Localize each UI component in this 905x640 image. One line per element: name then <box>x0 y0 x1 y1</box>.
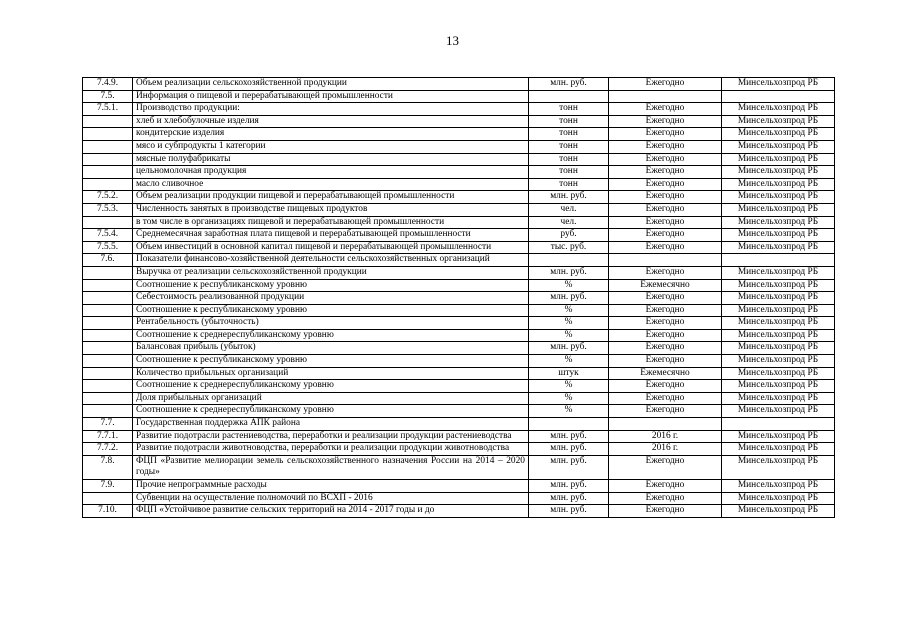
data-source: Минсельхозпрод РБ <box>722 229 835 242</box>
indicator-name: Субвенции на осуществление полномочий по ВСХП - 2016 <box>133 492 529 505</box>
table-row <box>83 166 835 179</box>
indicator-name: Количество прибыльных организаций <box>133 367 529 380</box>
data-source: Минсельхозпрод РБ <box>722 115 835 128</box>
row-number <box>83 317 133 330</box>
data-source: Минсельхозпрод РБ <box>722 279 835 292</box>
indicator-name: Соотношение к среднереспубликанскому уровню <box>133 405 529 418</box>
page-number: 13 <box>446 33 459 48</box>
row-number: 7.5.3. <box>83 203 133 216</box>
reporting-period: Ежегодно <box>609 304 722 317</box>
data-source: Минсельхозпрод РБ <box>722 317 835 330</box>
table-row <box>83 418 835 431</box>
table-row <box>83 241 835 254</box>
indicator-name: ФЦП «Устойчивое развитие сельских территорий на 2014 - 2017 годы и до <box>133 505 529 518</box>
unit-of-measure: % <box>529 355 609 368</box>
unit-of-measure: % <box>529 317 609 330</box>
indicator-name: Показатели финансово-хозяйственной деятельности сельскохозяйственных организаций <box>133 254 529 267</box>
data-source: Минсельхозпрод РБ <box>722 140 835 153</box>
unit-of-measure: руб. <box>529 229 609 242</box>
table-row <box>83 78 835 91</box>
row-number: 7.8. <box>83 455 133 479</box>
reporting-period: Ежегодно <box>609 78 722 91</box>
unit-of-measure: % <box>529 279 609 292</box>
indicator-name: Государственная поддержка АПК района <box>133 418 529 431</box>
indicator-name: кондитерские изделия <box>133 128 529 141</box>
table-row <box>83 90 835 103</box>
indicator-name: Доля прибыльных организаций <box>133 392 529 405</box>
table-row <box>83 492 835 505</box>
data-source: Минсельхозпрод РБ <box>722 178 835 191</box>
indicator-name: Объем реализации сельскохозяйственной продукции <box>133 78 529 91</box>
reporting-period: Ежемесячно <box>609 367 722 380</box>
reporting-period <box>609 254 722 267</box>
unit-of-measure: млн. руб. <box>529 455 609 479</box>
reporting-period: Ежегодно <box>609 191 722 204</box>
table-row <box>83 405 835 418</box>
row-number <box>83 304 133 317</box>
indicator-name: Балансовая прибыль (убыток) <box>133 342 529 355</box>
reporting-period: Ежегодно <box>609 166 722 179</box>
reporting-period: Ежегодно <box>609 505 722 518</box>
unit-of-measure <box>529 254 609 267</box>
table-row <box>83 430 835 443</box>
table-row <box>83 216 835 229</box>
unit-of-measure: млн. руб. <box>529 480 609 493</box>
reporting-period: Ежегодно <box>609 103 722 116</box>
reporting-period: Ежегодно <box>609 329 722 342</box>
unit-of-measure: чел. <box>529 216 609 229</box>
row-number <box>83 128 133 141</box>
unit-of-measure: млн. руб. <box>529 292 609 305</box>
table-row <box>83 355 835 368</box>
table-row <box>83 153 835 166</box>
data-source: Минсельхозпрод РБ <box>722 216 835 229</box>
indicator-name: Соотношение к республиканскому уровню <box>133 355 529 368</box>
row-number <box>83 380 133 393</box>
unit-of-measure: штук <box>529 367 609 380</box>
indicator-name: Себестоимость реализованной продукции <box>133 292 529 305</box>
indicator-name: Численность занятых в производстве пищевых продуктов <box>133 203 529 216</box>
reporting-period <box>609 418 722 431</box>
data-source: Минсельхозпрод РБ <box>722 480 835 493</box>
data-source: Минсельхозпрод РБ <box>722 367 835 380</box>
table-row <box>83 103 835 116</box>
reporting-period: Ежегодно <box>609 455 722 479</box>
table-row <box>83 480 835 493</box>
row-number: 7.5.4. <box>83 229 133 242</box>
row-number <box>83 140 133 153</box>
unit-of-measure: млн. руб. <box>529 78 609 91</box>
indicator-name: Развитие подотрасли животноводства, переработки и реализации продукции животноводства <box>133 443 529 456</box>
table-row <box>83 317 835 330</box>
data-source: Минсельхозпрод РБ <box>722 355 835 368</box>
indicator-name: Выручка от реализации сельскохозяйственной продукции <box>133 266 529 279</box>
row-number <box>83 216 133 229</box>
data-source: Минсельхозпрод РБ <box>722 166 835 179</box>
row-number: 7.6. <box>83 254 133 267</box>
table-row <box>83 342 835 355</box>
row-number <box>83 266 133 279</box>
unit-of-measure: млн. руб. <box>529 443 609 456</box>
reporting-period: Ежегодно <box>609 405 722 418</box>
row-number <box>83 367 133 380</box>
reporting-period: Ежегодно <box>609 380 722 393</box>
indicator-name: Информация о пищевой и перерабатывающей промышленности <box>133 90 529 103</box>
table-row <box>83 367 835 380</box>
data-source: Минсельхозпрод РБ <box>722 128 835 141</box>
unit-of-measure: млн. руб. <box>529 492 609 505</box>
unit-of-measure: тонн <box>529 103 609 116</box>
unit-of-measure: тонн <box>529 178 609 191</box>
data-source: Минсельхозпрод РБ <box>722 191 835 204</box>
indicator-name: цельномолочная продукция <box>133 166 529 179</box>
reporting-period: Ежегодно <box>609 229 722 242</box>
row-number <box>83 355 133 368</box>
table-row <box>83 115 835 128</box>
data-source: Минсельхозпрод РБ <box>722 241 835 254</box>
table-row <box>83 392 835 405</box>
row-number: 7.9. <box>83 480 133 493</box>
indicator-name: Прочие непрограммные расходы <box>133 480 529 493</box>
data-source: Минсельхозпрод РБ <box>722 103 835 116</box>
data-source: Минсельхозпрод РБ <box>722 430 835 443</box>
row-number <box>83 279 133 292</box>
row-number <box>83 342 133 355</box>
unit-of-measure: млн. руб. <box>529 430 609 443</box>
data-source: Минсельхозпрод РБ <box>722 443 835 456</box>
row-number <box>83 178 133 191</box>
unit-of-measure: % <box>529 392 609 405</box>
table-row <box>83 254 835 267</box>
unit-of-measure: млн. руб. <box>529 505 609 518</box>
reporting-period: Ежегодно <box>609 317 722 330</box>
indicator-name: масло сливочное <box>133 178 529 191</box>
data-source: Минсельхозпрод РБ <box>722 304 835 317</box>
indicator-name: Соотношение к республиканскому уровню <box>133 304 529 317</box>
table-row <box>83 304 835 317</box>
unit-of-measure: % <box>529 329 609 342</box>
reporting-period: Ежегодно <box>609 203 722 216</box>
reporting-period: Ежегодно <box>609 178 722 191</box>
reporting-period: Ежегодно <box>609 392 722 405</box>
row-number <box>83 166 133 179</box>
table-row <box>83 128 835 141</box>
row-number: 7.5.2. <box>83 191 133 204</box>
data-source: Минсельхозпрод РБ <box>722 266 835 279</box>
data-source: Минсельхозпрод РБ <box>722 203 835 216</box>
table-row <box>83 455 835 479</box>
unit-of-measure: тонн <box>529 115 609 128</box>
table-row <box>83 203 835 216</box>
row-number: 7.10. <box>83 505 133 518</box>
indicator-name: Среднемесячная заработная плата пищевой и перерабатывающей промышленности <box>133 229 529 242</box>
unit-of-measure: тонн <box>529 140 609 153</box>
reporting-period: Ежегодно <box>609 115 722 128</box>
table-row <box>83 443 835 456</box>
unit-of-measure: % <box>529 405 609 418</box>
unit-of-measure: % <box>529 380 609 393</box>
reporting-period: Ежегодно <box>609 480 722 493</box>
row-number <box>83 153 133 166</box>
row-number: 7.4.9. <box>83 78 133 91</box>
data-source: Минсельхозпрод РБ <box>722 392 835 405</box>
reporting-period: 2016 г. <box>609 443 722 456</box>
indicator-name: Объем реализации продукции пищевой и перерабатывающей промышленности <box>133 191 529 204</box>
unit-of-measure <box>529 90 609 103</box>
reporting-period: Ежегодно <box>609 216 722 229</box>
reporting-period: 2016 г. <box>609 430 722 443</box>
data-source: Минсельхозпрод РБ <box>722 292 835 305</box>
table-row <box>83 266 835 279</box>
indicator-name: Производство продукции: <box>133 103 529 116</box>
reporting-period: Ежегодно <box>609 153 722 166</box>
data-source: Минсельхозпрод РБ <box>722 455 835 479</box>
row-number: 7.5.1. <box>83 103 133 116</box>
indicator-name: Рентабельность (убыточность) <box>133 317 529 330</box>
data-source: Минсельхозпрод РБ <box>722 505 835 518</box>
table-row <box>83 292 835 305</box>
indicator-name: Соотношение к среднереспубликанскому уровню <box>133 329 529 342</box>
reporting-period: Ежегодно <box>609 492 722 505</box>
table-row <box>83 178 835 191</box>
unit-of-measure: чел. <box>529 203 609 216</box>
reporting-period: Ежегодно <box>609 292 722 305</box>
indicator-name: Объем инвестиций в основной капитал пищевой и перерабатывающей промышленности <box>133 241 529 254</box>
reporting-period: Ежемесячно <box>609 279 722 292</box>
indicator-name: Соотношение к республиканскому уровню <box>133 279 529 292</box>
indicator-table <box>82 77 835 518</box>
row-number <box>83 492 133 505</box>
data-source: Минсельхозпрод РБ <box>722 342 835 355</box>
indicator-name: Развитие подотрасли растениеводства, переработки и реализации продукции растениеводства <box>133 430 529 443</box>
reporting-period: Ежегодно <box>609 241 722 254</box>
data-source: Минсельхозпрод РБ <box>722 329 835 342</box>
data-source: Минсельхозпрод РБ <box>722 153 835 166</box>
data-source: Минсельхозпрод РБ <box>722 78 835 91</box>
unit-of-measure: тыс. руб. <box>529 241 609 254</box>
table-row <box>83 380 835 393</box>
reporting-period: Ежегодно <box>609 128 722 141</box>
unit-of-measure: тонн <box>529 128 609 141</box>
indicator-name: в том числе в организациях пищевой и перерабатывающей промышленности <box>133 216 529 229</box>
unit-of-measure <box>529 418 609 431</box>
indicator-name: ФЦП «Развитие мелиорации земель сельскохозяйственного назначения России на 2014 – 2020 годы» <box>133 455 529 479</box>
indicator-name: мясо и субпродукты 1 категории <box>133 140 529 153</box>
table-row <box>83 329 835 342</box>
row-number <box>83 392 133 405</box>
row-number: 7.7.1. <box>83 430 133 443</box>
data-source: Минсельхозпрод РБ <box>722 380 835 393</box>
table-row <box>83 279 835 292</box>
indicator-name: мясные полуфабрикаты <box>133 153 529 166</box>
reporting-period: Ежегодно <box>609 266 722 279</box>
row-number: 7.7. <box>83 418 133 431</box>
data-source <box>722 90 835 103</box>
indicator-name: Соотношение к среднереспубликанскому уровню <box>133 380 529 393</box>
row-number: 7.7.2. <box>83 443 133 456</box>
reporting-period: Ежегодно <box>609 342 722 355</box>
unit-of-measure: % <box>529 304 609 317</box>
row-number <box>83 329 133 342</box>
unit-of-measure: млн. руб. <box>529 266 609 279</box>
data-source <box>722 418 835 431</box>
data-source: Минсельхозпрод РБ <box>722 492 835 505</box>
reporting-period <box>609 90 722 103</box>
data-source <box>722 254 835 267</box>
table-row <box>83 229 835 242</box>
row-number <box>83 405 133 418</box>
table-row <box>83 505 835 518</box>
table-row <box>83 140 835 153</box>
indicator-name: хлеб и хлебобулочные изделия <box>133 115 529 128</box>
unit-of-measure: тонн <box>529 166 609 179</box>
unit-of-measure: млн. руб. <box>529 191 609 204</box>
row-number <box>83 115 133 128</box>
row-number: 7.5.5. <box>83 241 133 254</box>
unit-of-measure: млн. руб. <box>529 342 609 355</box>
row-number: 7.5. <box>83 90 133 103</box>
reporting-period: Ежегодно <box>609 355 722 368</box>
data-source: Минсельхозпрод РБ <box>722 405 835 418</box>
row-number <box>83 292 133 305</box>
indicator-table-body <box>83 78 835 518</box>
reporting-period: Ежегодно <box>609 140 722 153</box>
table-row <box>83 191 835 204</box>
unit-of-measure: тонн <box>529 153 609 166</box>
